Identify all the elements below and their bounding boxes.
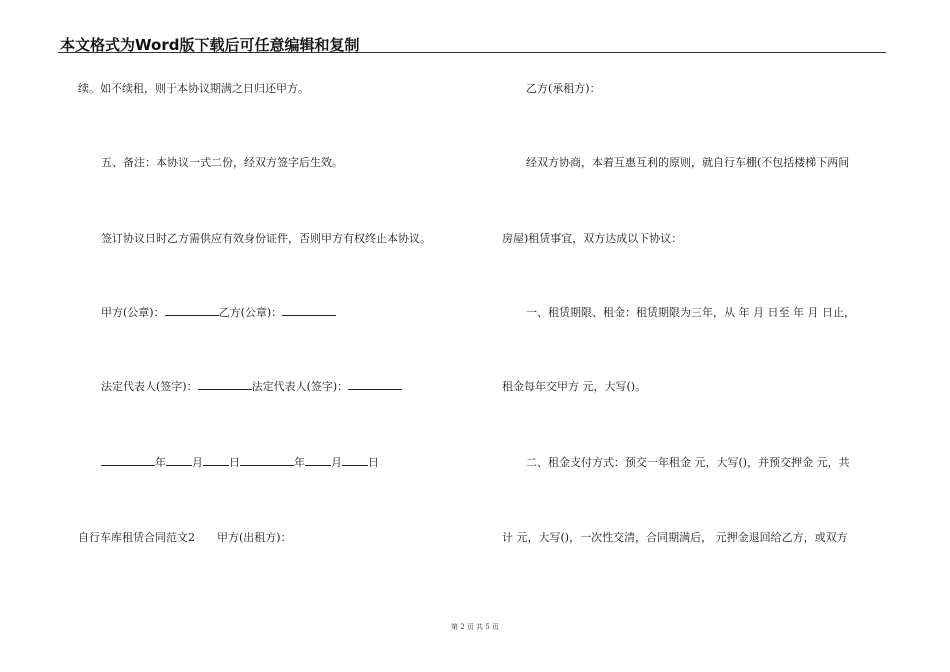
contract-title-line: [78, 529, 292, 545]
day-blank-b: [342, 454, 368, 466]
year-label-a: 年: [155, 456, 166, 469]
party-a-representative-label: 法定代表人(签字)：: [101, 380, 198, 393]
month-label-b: 月: [331, 456, 342, 469]
right-line-7: 计 元，大写()，一次性交清，合同期满后， 元押金退回给乙方，或双方: [502, 531, 848, 544]
month-blank-b: [305, 454, 331, 466]
contract-sample-title: 自行车库租赁合同范文2: [78, 531, 195, 544]
party-a-representative-blank: [198, 378, 252, 390]
right-line-6: 二、租金支付方式：预交一年租金 元，大写()，并预交押金 元，共: [526, 456, 850, 469]
month-label-a: 月: [192, 456, 203, 469]
month-blank-a: [166, 454, 192, 466]
day-label-a: 日: [229, 456, 240, 469]
signature-line-representative: [101, 378, 402, 394]
left-line-3: 签订协议日时乙方需供应有效身份证件，否则甲方有权终止本协议。: [101, 232, 431, 245]
year-blank-a: [101, 454, 155, 466]
day-label-b: 日: [368, 456, 379, 469]
party-a-seal-blank: [165, 304, 219, 316]
party-b-representative-blank: [348, 378, 402, 390]
header-divider: [58, 52, 886, 53]
right-line-4: 一、租赁期限、租金：租赁期限为三年，从 年 月 日至 年 月 日止，: [526, 306, 855, 319]
left-line-1: 续。如不续租，则于本协议期满之日归还甲方。: [78, 82, 309, 95]
right-line-5: 租金每年交甲方 元，大写()。: [502, 380, 647, 393]
signature-line-seal: [101, 304, 336, 320]
document-header-title: 本文格式为Word版下载后可任意编辑和复制: [60, 36, 360, 54]
page-number-footer: 第 2 页 共 5 页: [450, 623, 500, 631]
left-line-2: 五、备注：本协议一式二份，经双方签字后生效。: [101, 156, 343, 169]
right-line-3: 房屋)租赁事宜，双方达成以下协议：: [502, 232, 683, 245]
party-b-seal-blank: [282, 304, 336, 316]
party-a-seal-label: 甲方(公章)：: [101, 306, 165, 319]
year-blank-b: [240, 454, 294, 466]
right-line-2: 经双方协商，本着互惠互利的原则，就自行车棚(不包括楼梯下两间: [526, 156, 850, 169]
party-b-seal-label: 乙方(公章)：: [218, 306, 283, 319]
date-line: [101, 454, 379, 470]
day-blank-a: [203, 454, 229, 466]
year-label-b: 年: [294, 456, 305, 469]
right-line-1: 乙方(承租方)：: [526, 82, 601, 95]
party-b-representative-label: 法定代表人(签字)：: [251, 380, 349, 393]
lessor-label: 甲方(出租方)：: [217, 531, 292, 544]
